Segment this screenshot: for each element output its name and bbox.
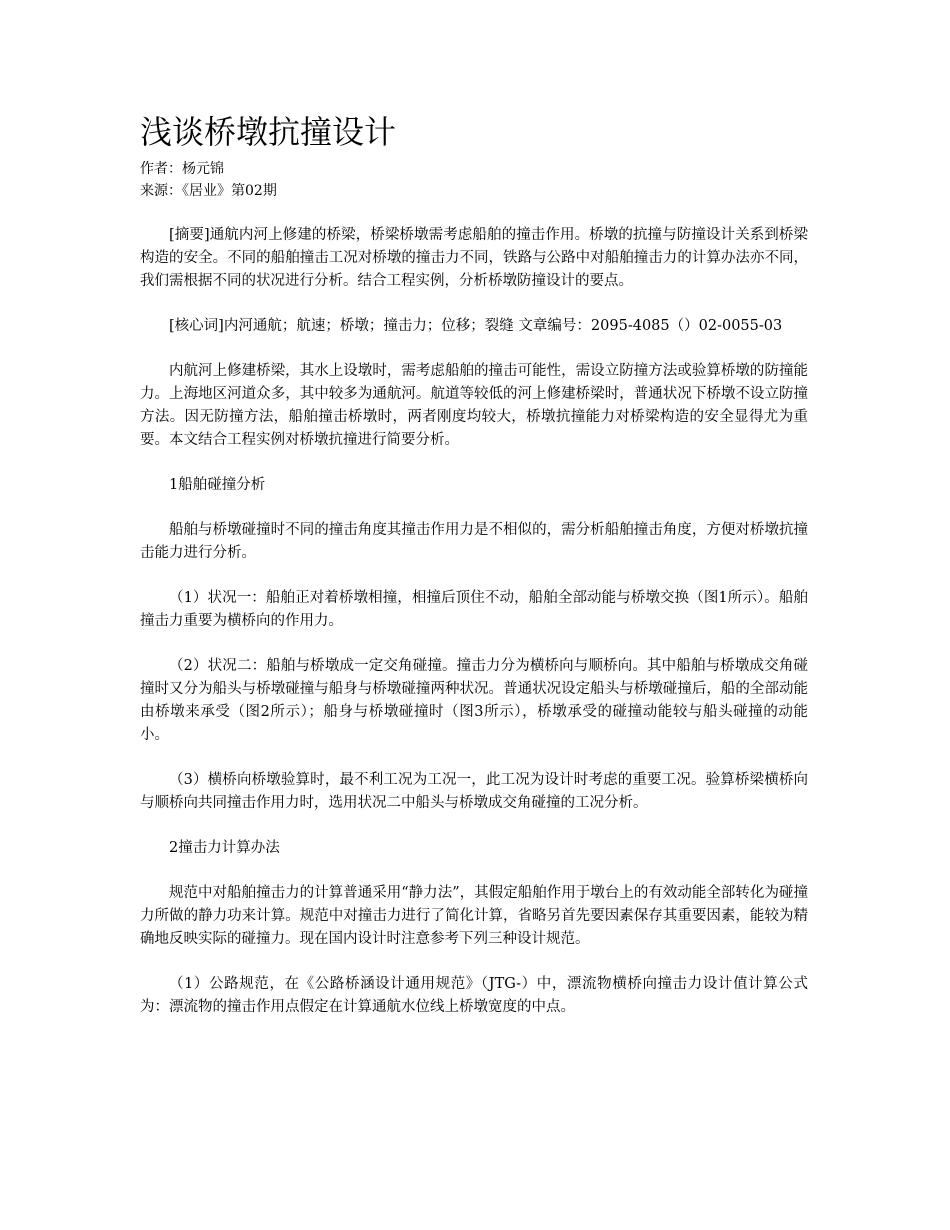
- article-title: 浅谈桥墩抗撞设计: [140, 113, 397, 151]
- section-heading-1: 1船舶碰撞分析: [169, 477, 266, 493]
- case-2-paragraph: （2）状况二：船舶与桥墩成一定交角碰撞。撞击力分为横桥向与顺桥向。其中船舶与桥墩成交角碰撞时又分为船头与桥墩碰撞与船身与桥墩碰撞两种状况。普通状况设定船头与桥墩碰撞后，船的全部动能由桥墩来承受（图2所示）；船身与桥墩碰撞时（图3所示），桥墩承受的碰撞动能较与船头碰撞的动能小。: [140, 658, 808, 743]
- keywords-paragraph: [核心词]内河通航；航速；桥墩；撞击力；位移；裂缝 文章编号：2095-4085（）02-0055-03: [169, 318, 783, 334]
- abstract-paragraph: [摘要]通航内河上修建的桥梁，桥梁桥墩需考虑船舶的撞击作用。桥墩的抗撞与防撞设计关系到桥梁构造的安全。不同的船舶撞击工况对桥墩的撞击力不同，铁路与公路中对船舶撞击力的计算办法亦不同，我们需根据不同的状况进行分析。结合工程实例，分析桥墩防撞设计的要点。: [140, 227, 808, 289]
- case-1-paragraph: （1）状况一：船舶正对着桥墩相撞，相撞后顶住不动，船舶全部动能与桥墩交换（图1所示）。船舶撞击力重要为横桥向的作用力。: [140, 590, 808, 629]
- section-heading-2: 2撞击力计算办法: [169, 840, 280, 856]
- case-3-paragraph: （3）横桥向桥墩验算时，最不利工况为工况一，此工况为设计时考虑的重要工况。验算桥梁横桥向与顺桥向共同撞击作用力时，选用状况二中船头与桥墩成交角碰撞的工况分析。: [140, 772, 808, 811]
- method-paragraph: 规范中对船舶撞击力的计算普通采用“静力法”，其假定船舶作用于墩台上的有效动能全部转化为碰撞力所做的静力功来计算。规范中对撞击力进行了简化计算，省略另首先要因素保存其重要因素，能较为精确地反映实际的碰撞力。现在国内设计时注意参考下列三种设计规范。: [140, 885, 808, 947]
- source-line: 来源：《居业》第02期: [140, 183, 277, 199]
- highway-code-paragraph: （1）公路规范，在《公路桥涵设计通用规范》（JTG-）中，漂流物横桥向撞击力设计值计算公式为：漂流物的撞击作用点假定在计算通航水位线上桥墩宽度的中点。: [140, 976, 808, 1015]
- body-paragraph: 船舶与桥墩碰撞时不同的撞击角度其撞击作用力是不相似的，需分析船舶撞击角度，方便对桥墩抗撞击能力进行分析。: [140, 522, 808, 561]
- intro-paragraph: 内航河上修建桥梁，其水上设墩时，需考虑船舶的撞击可能性，需设立防撞方法或验算桥墩的防撞能力。上海地区河道众多，其中较多为通航河。航道等较低的河上修建桥梁时，普通状况下桥墩不设立防撞方法。因无防撞方法，船舶撞击桥墩时，两者刚度均较大，桥墩抗撞能力对桥梁构造的安全显得尤为重要。本文结合工程实例对桥墩抗撞进行简要分析。: [140, 363, 808, 448]
- document-page: [140, 110, 808, 1019]
- author-line: 作者：杨元锦: [140, 161, 224, 177]
